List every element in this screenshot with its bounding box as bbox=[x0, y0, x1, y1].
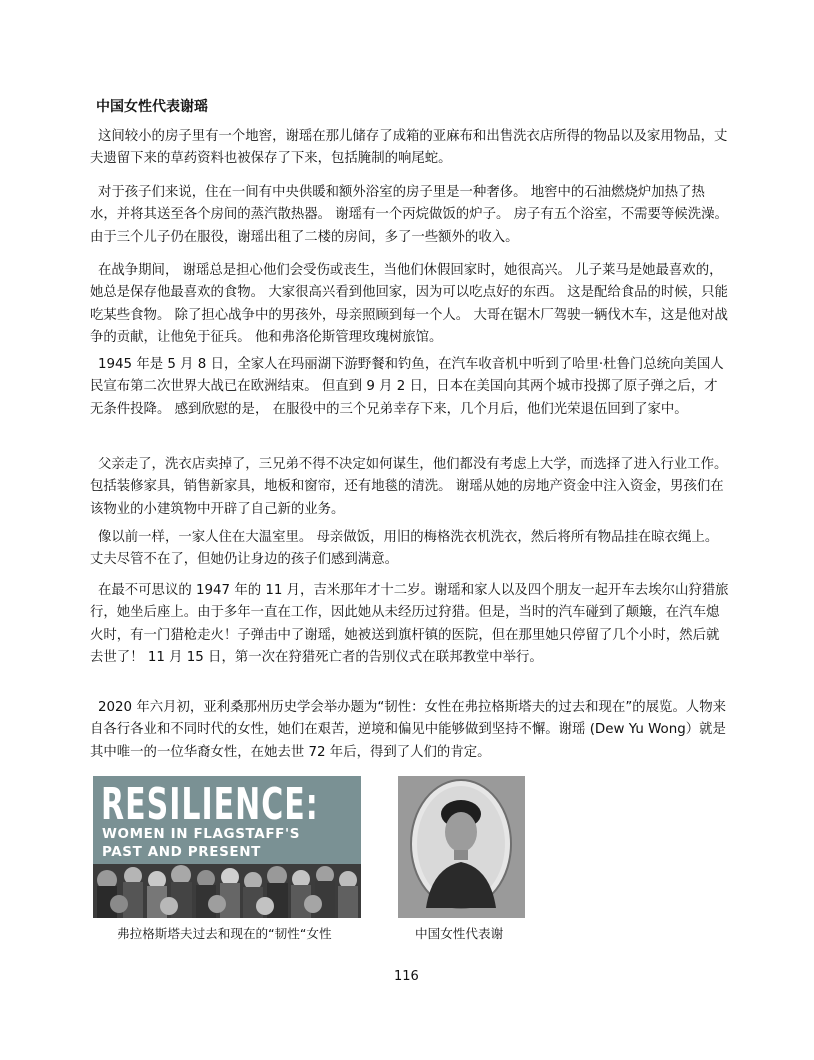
portrait-photo-image bbox=[398, 776, 525, 918]
figure-2-caption: 中国女性代表谢 bbox=[415, 926, 504, 941]
portrait-collage bbox=[93, 776, 361, 918]
paragraph-5: 父亲走了，洗衣店卖掉了，三兄弟不得不决定如何谋生，他们都没有考虑上大学，而选择了进入行业工作。 包括装修家具，销售新家具，地板和窗帘，还有地毯的清洗。 谢瑶从她的房地产资金中注入资金，男孩们在该物业的小建筑物中开辟了自己新的业务。 bbox=[90, 457, 728, 517]
portrait-photo bbox=[398, 776, 525, 918]
figure-1-caption: 弗拉格斯塔夫过去和现在的“韧性“女性 bbox=[117, 926, 332, 941]
paragraph-1: 这间较小的房子里有一个地窖，谢瑶在那儿储存了成箱的亚麻布和出售洗衣店所得的物品以及家用物品，丈夫遗留下来的草药资料也被保存了下来，包括腌制的响尾蛇。 bbox=[90, 129, 728, 167]
poster-subtitle-line-2: PAST AND PRESENT bbox=[102, 844, 261, 860]
paragraph-8: 2020 年六月初，亚利桑那州历史学会举办题为“韧性：女性在弗拉格斯塔夫的过去和现在”的展览。人物来自各行各业和不同时代的女性，她们在艰苦，逆境和偏见中能够做到坚持不懈。谢瑶 (Dew Yu Wong）就是其中唯一的一位华裔女性，在她去世 72 年后，得到了人们的肯定。 bbox=[90, 700, 727, 760]
paragraph-2: 对于孩子们来说，住在一间有中央供暖和额外浴室的房子里是一种奢侈。 地窖中的石油燃烧炉加热了热水，并将其送至各个房间的蒸汽散热器。 谢瑶有一个丙烷做饭的炉子。 房子有五个浴室，不需要等候洗澡。 由于三个儿子仍在服役，谢瑶出租了二楼的房间，多了一些额外的收入。 bbox=[90, 185, 728, 245]
paragraph-6: 像以前一样，一家人住在大温室里。 母亲做饭，用旧的梅格洗衣机洗衣，然后将所有物品挂在晾衣绳上。 丈夫尽管不在了，但她仍让身边的孩子们感到满意。 bbox=[90, 530, 719, 568]
page-number: 116 bbox=[394, 969, 419, 984]
poster-title: RESILIENCE: bbox=[101, 780, 319, 831]
resilience-poster-image bbox=[93, 776, 361, 918]
poster-subtitle-line-1: WOMEN IN FLAGSTAFF'S bbox=[102, 826, 301, 842]
paragraph-4: 1945 年是 5 月 8 日，全家人在玛丽湖下游野餐和钓鱼，在汽车收音机中听到了哈里·杜鲁门总统向美国人民宣布第二次世界大战已在欧洲结束。 但直到 9 月 2 日，日本在美国向其两个城市投掷了原子弹之后，才无条件投降。 感到欣慰的是， 在服役中的三个兄弟幸存下来，几个月后，他们光荣退伍回到了家中。 bbox=[90, 357, 724, 417]
document-title: 中国女性代表谢瑶 bbox=[96, 99, 208, 115]
paragraph-3: 在战争期间， 谢瑶总是担心他们会受伤或丧生，当他们休假回家时，她很高兴。 儿子莱马是她最喜欢的，她总是保存他最喜欢的食物。 大家很高兴看到他回家，因为可以吃点好的东西。 这是配给食品的时候，只能吃某些食物。 除了担心战争中的男孩外，母亲照顾到每一个人。 大哥在锯木厂驾驶一辆伐木车，这是他对战争的贡献，让他免于征兵。 他和弗洛伦斯管理玫瑰树旅馆。 bbox=[90, 263, 728, 346]
paragraph-7: 在最不可思议的 1947 年的 11 月，吉米那年才十二岁。谢瑶和家人以及四个朋友一起开车去埃尔山狩猎旅行，她坐后座上。由于多年一直在工作，因此她从未经历过狩猎。但是，当时的汽车碰到了颠簸，在汽车熄火时，有一门猎枪走火！子弹击中了谢瑶，她被送到旗杆镇的医院，但在那里她只停留了几个小时，然后就去世了！ 11 月 15 日，第一次在狩猎死亡者的告别仪式在联邦教堂中举行。 bbox=[90, 583, 729, 666]
